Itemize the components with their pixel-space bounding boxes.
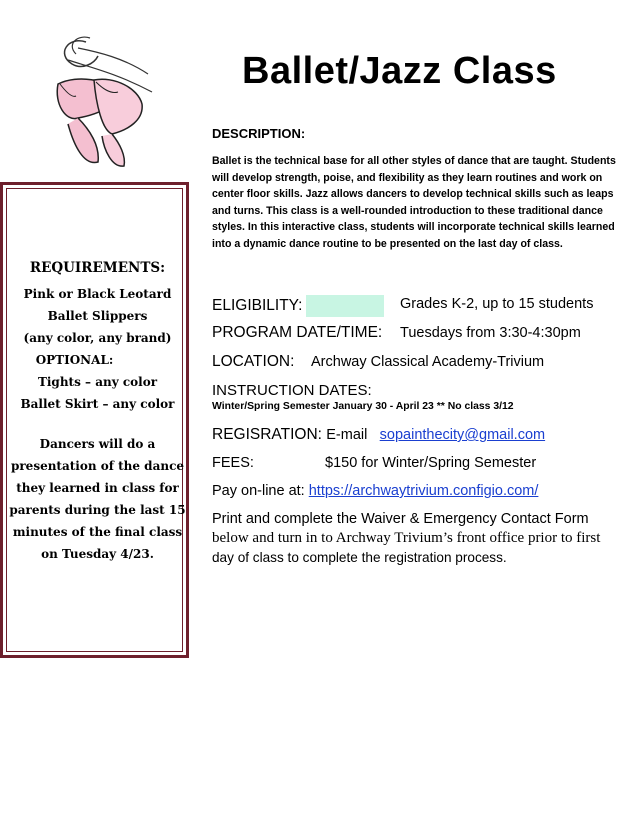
description-heading: DESCRIPTION: <box>212 126 306 141</box>
print-instructions <box>212 510 616 567</box>
pay-row <box>212 483 538 499</box>
optional-item: Ballet Skirt – any color <box>20 397 175 411</box>
requirement-item: Pink or Black Leotard <box>23 287 172 301</box>
requirement-item: Ballet Slippers <box>47 309 148 323</box>
program-row <box>212 324 581 342</box>
fees-row <box>212 455 537 471</box>
print-line-2: below and turn in to Archway Trivium’s front office prior to first <box>212 530 601 546</box>
presentation-note <box>3 433 192 565</box>
instruction-label: INSTRUCTION DATES: <box>212 382 372 399</box>
note-line: they learned in class for <box>16 481 179 495</box>
note-line: on Tuesday 4/23. <box>41 547 154 561</box>
fees-value: $150 for Winter/Spring Semester <box>325 455 537 471</box>
location-value: Archway Classical Academy-Trivium <box>311 354 545 370</box>
note-line: Dancers will do a <box>39 437 156 451</box>
description-body: Ballet is the technical base for all other styles of dance that are taught. Students will develop strength, poise, and flexibility as they learn routines and work on center floor skills. Jazz allows dancers to develop technical skills such as leaps and turns. This class is a well-rounded introduction to these traditional dance styles. In this interactive class, students will incorporate technical skills learned into a dynamic dance routine to be presented on the last day of class. <box>212 155 616 250</box>
sidebar-inner-border <box>6 188 183 652</box>
pay-online-link[interactable]: https://archwaytrivium.configio.com/ <box>308 483 539 499</box>
location-row <box>212 353 545 371</box>
page-title: Ballet/Jazz Class <box>242 50 557 92</box>
requirements-list <box>3 283 192 415</box>
eligibility-label: ELIGIBILITY: <box>212 297 303 315</box>
fees-label: FEES: <box>212 455 254 471</box>
registration-method: E-mail <box>326 427 368 443</box>
note-line: presentation of the dance <box>10 459 185 473</box>
program-label: PROGRAM DATE/TIME: <box>212 324 383 341</box>
print-line-3: day of class to complete the registration process. <box>212 550 507 565</box>
requirements-title: REQUIREMENTS: <box>29 260 166 276</box>
eligibility-value: Grades K-2, up to 15 students <box>400 296 594 312</box>
optional-label: OPTIONAL: <box>35 353 114 367</box>
eligibility-row <box>212 295 594 317</box>
requirement-item: (any color, any brand) <box>23 331 172 345</box>
instruction-dates: Winter/Spring Semester January 30 - April 23 ** No class 3/12 <box>212 401 514 412</box>
ballet-shoes-icon <box>38 34 158 170</box>
registration-label: REGISRATION: <box>212 426 322 443</box>
note-line: minutes of the final class <box>12 525 183 539</box>
registration-email-link[interactable]: sopainthecity@gmail.com <box>379 427 546 443</box>
optional-item: Tights – any color <box>37 375 158 389</box>
requirements-sidebar <box>0 182 189 658</box>
highlight-box <box>306 295 384 317</box>
note-line: parents during the last 15 <box>9 503 186 517</box>
location-label: LOCATION: <box>212 353 295 370</box>
registration-row <box>212 426 545 444</box>
program-value: Tuesdays from 3:30-4:30pm <box>400 325 581 341</box>
pay-label: Pay on-line at: <box>212 483 305 499</box>
print-line-1: Print and complete the Waiver & Emergency Contact Form <box>212 511 589 527</box>
